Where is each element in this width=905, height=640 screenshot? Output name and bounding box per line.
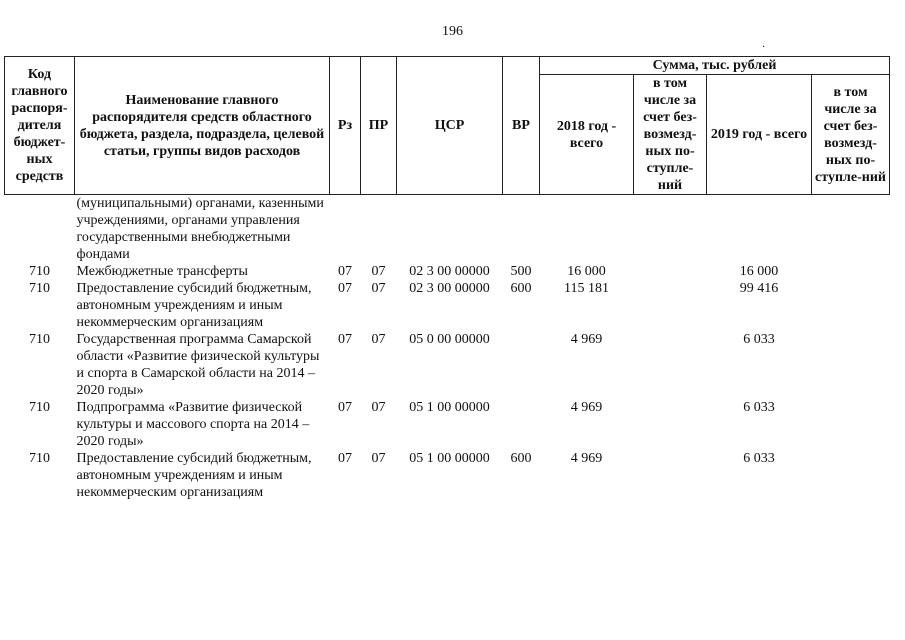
row-2019-free bbox=[812, 331, 890, 399]
row-name: (муниципальными) органами, казенными учреждениями, органами управления государственными внебюджетными фондами bbox=[76, 196, 324, 262]
row-2019-total: 6 033 bbox=[743, 332, 775, 347]
row-rz: 07 bbox=[338, 332, 352, 347]
row-rz: 07 bbox=[338, 451, 352, 466]
row-2018-free bbox=[634, 280, 707, 331]
header-vr: ВР bbox=[503, 57, 540, 195]
row-vr: 600 bbox=[510, 281, 532, 296]
table-row bbox=[5, 450, 890, 501]
scan-speck: · bbox=[762, 42, 766, 53]
header-2019-total: 2019 год - всего bbox=[707, 75, 812, 195]
budget-table bbox=[4, 56, 890, 501]
row-pr: 07 bbox=[371, 281, 386, 296]
table-row bbox=[5, 280, 890, 331]
row-name: Подпрограмма «Развитие физической культуры и массового спорта на 2014 – 2020 годы» bbox=[76, 400, 310, 449]
table-body bbox=[5, 195, 890, 502]
row-code bbox=[5, 195, 75, 264]
row-csr: 02 3 00 00000 bbox=[409, 281, 490, 296]
row-vr: 600 bbox=[510, 451, 532, 466]
table-row bbox=[5, 263, 890, 280]
row-code: 710 bbox=[29, 281, 50, 296]
row-csr: 05 1 00 00000 bbox=[409, 400, 490, 415]
row-csr: 02 3 00 00000 bbox=[409, 264, 490, 279]
header-2018-total: 2018 год - всего bbox=[540, 75, 634, 195]
row-vr bbox=[503, 399, 540, 450]
row-rz: 07 bbox=[338, 264, 352, 279]
row-pr bbox=[361, 195, 397, 264]
table-row bbox=[5, 331, 890, 399]
row-2018-free bbox=[634, 195, 707, 264]
row-vr bbox=[503, 331, 540, 399]
row-2019-total: 99 416 bbox=[739, 281, 779, 296]
header-2019-free: в том числе за счет без-возмезд-ных по-ступле-ний bbox=[812, 75, 890, 195]
header-name: Наименование главного распорядителя средств областного бюджета, раздела, подраздела, целевой статьи, группы видов расходов bbox=[75, 57, 330, 195]
row-rz bbox=[330, 195, 361, 264]
row-2018-free bbox=[634, 331, 707, 399]
row-csr bbox=[397, 195, 503, 264]
header-rz: Рз bbox=[330, 57, 361, 195]
row-2018-total: 16 000 bbox=[567, 264, 606, 279]
header-pr: ПР bbox=[361, 57, 397, 195]
row-2019-total: 16 000 bbox=[739, 264, 779, 279]
header-code: Код главного распоря-дителя бюджет-ных средств bbox=[5, 57, 75, 195]
row-2018-free bbox=[634, 399, 707, 450]
row-rz: 07 bbox=[338, 281, 352, 296]
table-row bbox=[5, 399, 890, 450]
row-2019-free bbox=[812, 399, 890, 450]
page-number: 196 bbox=[442, 24, 463, 39]
row-vr: 500 bbox=[510, 264, 532, 279]
row-pr: 07 bbox=[371, 264, 386, 279]
header-sum-group: Сумма, тыс. рублей bbox=[540, 57, 890, 75]
row-name: Государственная программа Самарской области «Развитие физической культуры и спорта в Самарской области на 2014 – 2020 годы» bbox=[76, 332, 320, 398]
row-2019-free bbox=[812, 263, 890, 280]
row-vr bbox=[503, 195, 540, 264]
row-pr: 07 bbox=[371, 400, 386, 415]
table-row bbox=[5, 195, 890, 264]
row-2018-total: 4 969 bbox=[570, 400, 603, 415]
row-code: 710 bbox=[29, 332, 50, 347]
row-rz: 07 bbox=[338, 400, 352, 415]
row-2019-free bbox=[812, 195, 890, 264]
header-csr: ЦСР bbox=[397, 57, 503, 195]
row-code: 710 bbox=[29, 264, 50, 279]
row-2019-free bbox=[812, 450, 890, 501]
row-2018-total: 4 969 bbox=[570, 332, 603, 347]
row-pr: 07 bbox=[371, 332, 386, 347]
row-2018-total bbox=[540, 195, 634, 264]
row-2018-free bbox=[634, 450, 707, 501]
row-name: Межбюджетные трансферты bbox=[76, 264, 248, 279]
row-2019-total: 6 033 bbox=[743, 451, 775, 466]
row-2019-free bbox=[812, 280, 890, 331]
row-2019-total bbox=[707, 195, 812, 264]
row-name: Предоставление субсидий бюджетным, автономным учреждениям и иным некоммерческим организациям bbox=[76, 451, 312, 500]
header-2018-free: в том числе за счет без-возмезд-ных по-ступле-ний bbox=[634, 75, 707, 195]
row-csr: 05 0 00 00000 bbox=[409, 332, 490, 347]
table-header bbox=[5, 57, 890, 195]
row-2019-total: 6 033 bbox=[743, 400, 775, 415]
row-code: 710 bbox=[29, 400, 50, 415]
row-pr: 07 bbox=[371, 451, 386, 466]
row-2018-free bbox=[634, 263, 707, 280]
row-name: Предоставление субсидий бюджетным, автономным учреждениям и иным некоммерческим организациям bbox=[76, 281, 312, 330]
row-code: 710 bbox=[29, 451, 50, 466]
row-2018-total: 115 181 bbox=[564, 281, 609, 296]
row-csr: 05 1 00 00000 bbox=[409, 451, 490, 466]
row-2018-total: 4 969 bbox=[570, 451, 603, 466]
